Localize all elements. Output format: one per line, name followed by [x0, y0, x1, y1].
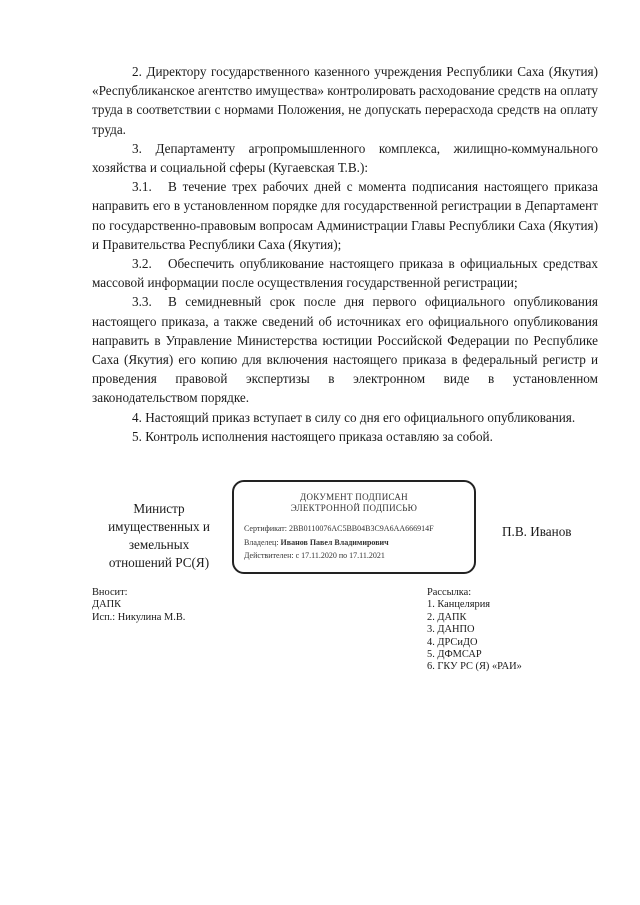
- position-line: имущественных и: [108, 519, 210, 534]
- submitter-line: Исп.: Никулина М.В.: [92, 611, 186, 623]
- distribution-item: 5. ДФМСАР: [427, 649, 482, 661]
- subitem-number: 3.1.: [132, 179, 152, 195]
- subitem-text: В семидневный срок после дня первого официального опубликования настоящего приказа, а также сведений об источниках его официального опубликования направить в Управление Министерства юстиции Российской Федерации по Республике Саха (Якутия) его копию для включения настоящего приказа в федеральный регистр и проведения правовой экспертизы в электронном виде в установленном законодательством порядке.: [92, 294, 598, 406]
- signer-name: П.В. Иванов: [502, 524, 572, 539]
- stamp-title-line: ДОКУМЕНТ ПОДПИСАН: [300, 492, 408, 502]
- distribution-item: 6. ГКУ РС (Я) «РАИ»: [427, 661, 522, 673]
- distribution-list: [427, 587, 522, 674]
- subitem-text: Обеспечить опубликование настоящего приказа в официальных средствах массовой информации после осуществления государственной регистрации;: [92, 256, 598, 291]
- submitter-line: ДАПК: [92, 599, 122, 611]
- distribution-heading: Рассылка:: [427, 587, 472, 598]
- distribution-item: 2. ДАПК: [427, 611, 467, 623]
- validity-label: Действителен:: [244, 551, 294, 560]
- position-line: земельных: [128, 537, 190, 552]
- submitter-block: [92, 587, 185, 624]
- signer-position: [92, 500, 226, 572]
- subitem-number: 3.2.: [132, 256, 152, 272]
- stamp-certificate: [244, 524, 468, 534]
- owner-value: Иванов Павел Владимирович: [280, 538, 389, 547]
- distribution-item: 3. ДАНПО: [427, 624, 475, 636]
- paragraph-5: 5. Контроль исполнения настоящего приказа оставляю за собой.: [132, 428, 493, 444]
- paragraph-2: 2. Директору государственного казенного учреждения Республики Саха (Якутия) «Республиканское агентство имущества» контролировать расходование средств на оплату труда в соответствии с нормами Положения, не допускать перерасхода средств на оплату труда.: [92, 64, 599, 137]
- subitem-number: 3.3.: [132, 294, 152, 310]
- distribution-item: 4. ДРСиДО: [427, 636, 478, 648]
- subitem-3-1: [92, 177, 598, 254]
- stamp-title-line: ЭЛЕКТРОННОЙ ПОДПИСЬЮ: [290, 503, 418, 513]
- signature-block: [92, 480, 612, 580]
- subitem-text: В течение трех рабочих дней с момента подписания настоящего приказа направить его в установленном порядке для государственной регистрации в Департамент по государственно-правовым вопросам Администрации Главы Республики Саха (Якутия) и Правительства Республики Саха (Якутия);: [92, 179, 598, 252]
- order-body: [92, 62, 598, 446]
- owner-label: Владелец:: [244, 538, 279, 547]
- submitter-line: Вносит:: [92, 587, 128, 598]
- subitem-3-2: [92, 254, 598, 292]
- paragraph-4: 4. Настоящий приказ вступает в силу со дня его официального опубликования.: [132, 409, 576, 425]
- distribution-item: 1. Канцелярия: [427, 599, 491, 611]
- certificate-value: 2BB0110076AC5BB04B3C9A6AA666914F: [288, 524, 434, 533]
- paragraph-3: 3. Департаменту агропромышленного комплекса, жилищно-коммунального хозяйства и социальной сферы (Кугаевская Т.В.):: [92, 140, 598, 176]
- position-line: отношений РС(Я): [108, 555, 210, 570]
- certificate-label: Сертификат:: [244, 524, 287, 533]
- stamp-validity: [244, 551, 468, 561]
- electronic-signature-stamp: [232, 480, 476, 574]
- subitem-3-3: [92, 292, 598, 407]
- validity-value: с 17.11.2020 по 17.11.2021: [295, 551, 385, 560]
- position-line: Министр: [133, 501, 185, 516]
- stamp-owner: [244, 538, 468, 548]
- stamp-title: [234, 492, 474, 514]
